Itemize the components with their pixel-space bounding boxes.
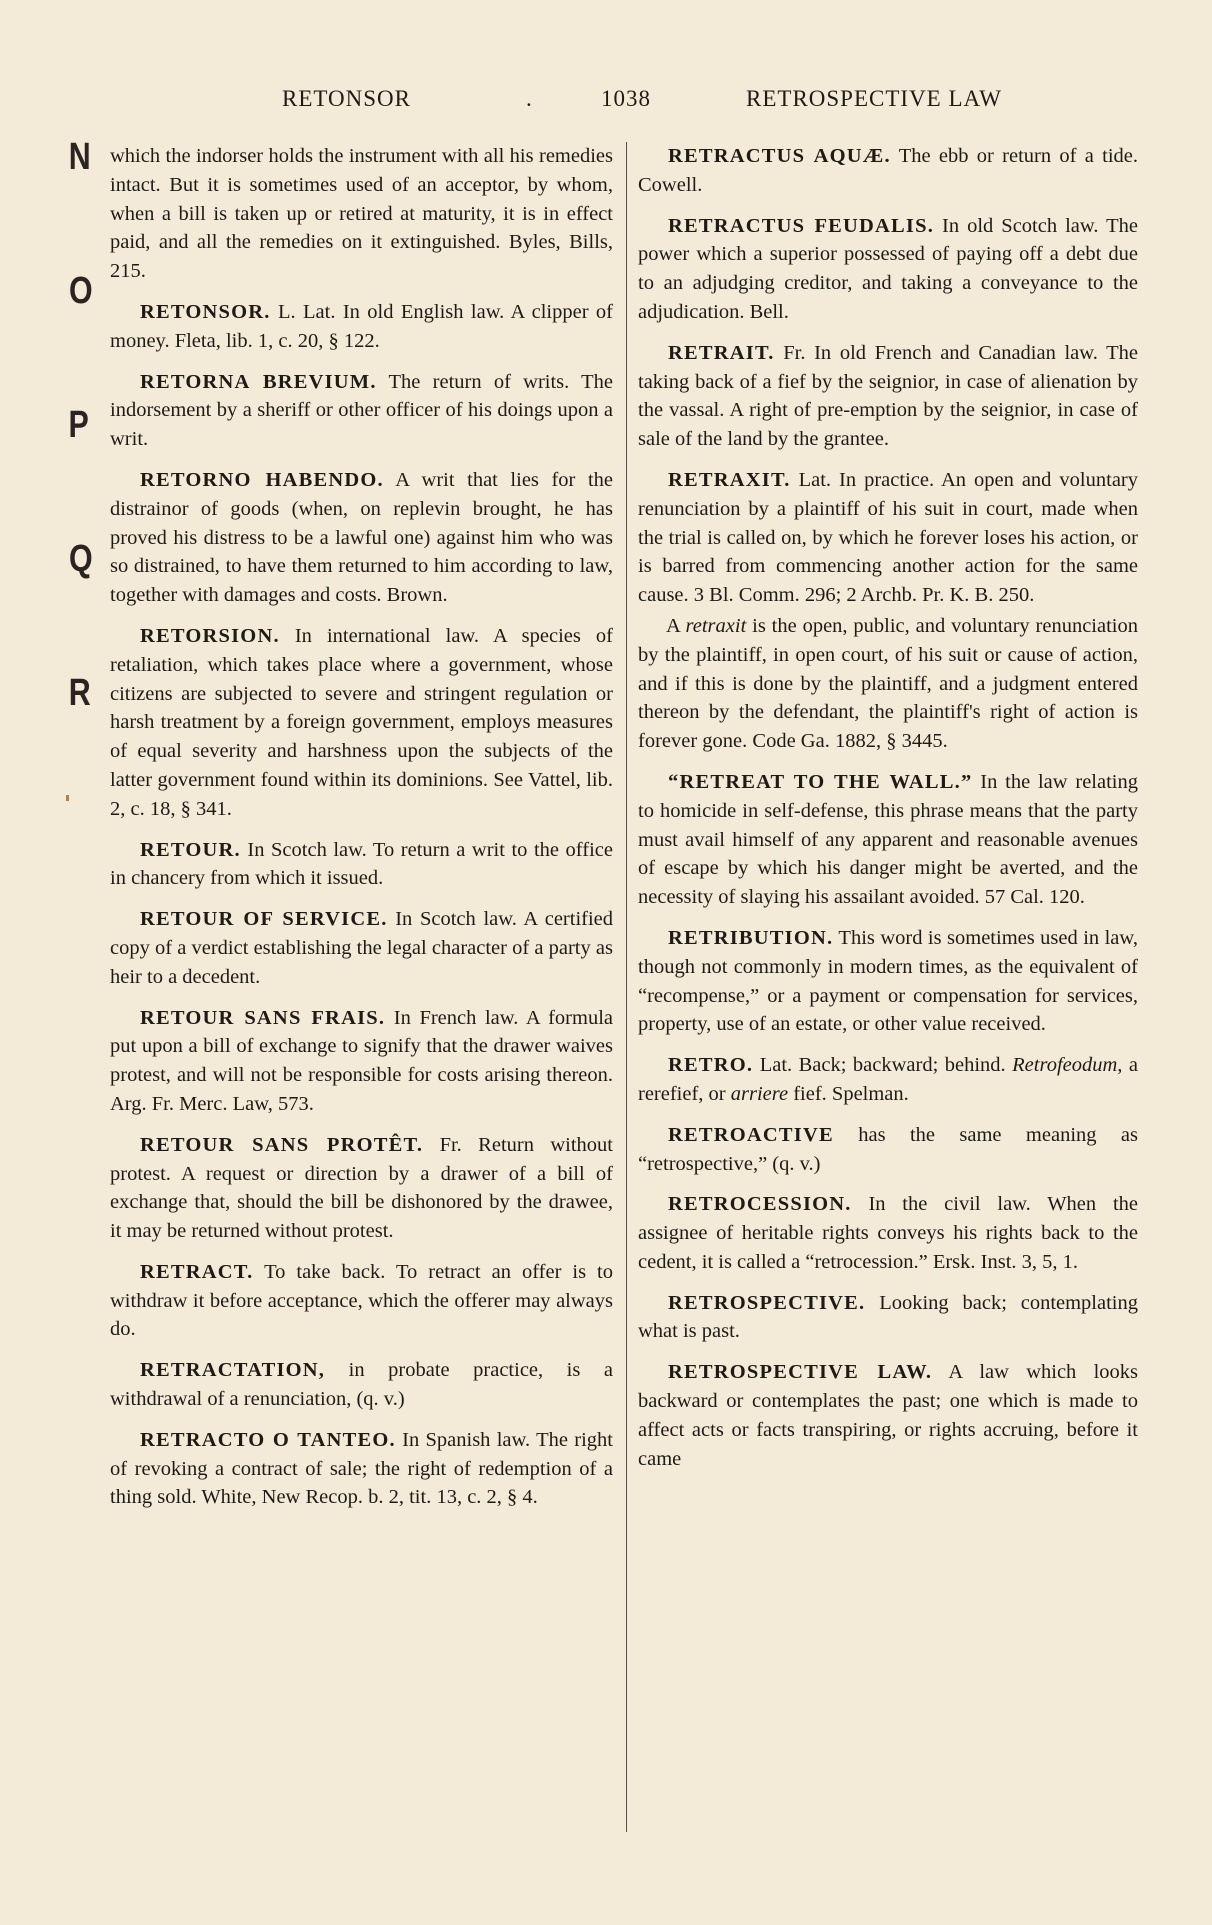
entry-body-prefix: A	[666, 614, 686, 637]
entry-body: In the civil law. When the assignee of heritable rights conveys his rights back to the cedent, it is called a “retrocession.” Ersk. Inst. 3, 5, 1.	[638, 1193, 1138, 1273]
entry-body-tail: fief. Spelman.	[788, 1082, 909, 1105]
entry-headword: “RETREAT TO THE WALL.”	[668, 770, 973, 793]
header-separator: .	[526, 86, 533, 111]
entry-body: Looking back; contemplating what is past.	[638, 1291, 1138, 1343]
entry-body: In Scotch law. To return a writ to the office in chancery from which it issued.	[110, 838, 613, 890]
entry-retribution	[638, 924, 1138, 1039]
entry-body: Lat. In practice. An open and voluntary renunciation by a plaintiff of his suit in court, made when the trial is called on, by which he forever loses his action, or is barred from commencing another action for the same cause. 3 Bl. Comm. 296; 2 Archb. Pr. K. B. 250.	[638, 468, 1138, 607]
entry-body: In the law relating to homicide in self-defense, this phrase means that the party must avail himself of any apparent and reasonable avenues of escape by which his danger might be averted, and the necessity of slaying his assailant avoided. 57 Cal. 120.	[638, 770, 1138, 909]
continued-entry	[110, 142, 613, 286]
entry-headword: RETRO.	[668, 1054, 754, 1077]
entry-headword: RETRAXIT.	[668, 468, 791, 491]
paper-speck	[66, 795, 69, 801]
entry-retour-sans-frais	[110, 1004, 613, 1119]
entry-retractus-aquae	[638, 142, 1138, 200]
entry-body: This word is sometimes used in law, though not commonly in modern times, as the equivalent of “recompense,” or a payment or compensation for services, property, use of an estate, or other value received.	[638, 926, 1138, 1036]
entry-retrospective	[638, 1289, 1138, 1347]
column-divider	[626, 142, 627, 1832]
thumb-index-n: N	[68, 136, 91, 178]
entry-headword: RETORNO HABENDO.	[140, 468, 384, 491]
entry-headword: RETOUR OF SERVICE.	[140, 908, 388, 931]
entry-retract	[110, 1258, 613, 1344]
entry-headword: RETROACTIVE	[668, 1123, 834, 1146]
entry-retour-of-service	[110, 905, 613, 991]
page-number: 1038	[601, 86, 651, 111]
entry-body: The return of writs. The indorsement by a sheriff or other officer of his doings upon a writ.	[110, 370, 614, 451]
entry-body: Fr. Return without protest. A request or direction by a drawer of a bill of exchange that, should the bill be dishonored by the drawee, it may be returned without protest.	[110, 1133, 613, 1243]
right-guide-word: RETROSPECTIVE LAW	[746, 86, 1003, 111]
entry-retractation	[110, 1356, 613, 1414]
entry-body: A writ that lies for the distrainor of goods (when, on replevin brought, he has proved his distress to be a lawful one) against him who was so distrained, to have them returned to him according to law, together with damages and costs. Brown.	[110, 468, 613, 607]
entry-retorno-habendo	[110, 466, 613, 610]
entry-body: L. Lat. In old English law. A clipper of money. Fleta, lib. 1, c. 20, § 122.	[110, 300, 613, 352]
entry-body: To take back. To retract an offer is to withdraw it before acceptance, which the offerer may always do.	[110, 1260, 613, 1341]
entry-headword: RETRACTATION,	[140, 1359, 326, 1382]
entry-headword: RETRACTUS FEUDALIS.	[668, 214, 935, 237]
entry-retraxit	[638, 466, 1138, 610]
entry-body: The ebb or return of a tide. Cowell.	[638, 145, 1138, 196]
entry-headword: RETRAIT.	[668, 341, 775, 364]
entry-headword: RETONSOR.	[140, 300, 271, 323]
entry-headword: RETROSPECTIVE.	[668, 1291, 866, 1314]
entry-retour	[110, 836, 613, 894]
entry-retorna-brevium	[110, 368, 613, 454]
thumb-index-o: O	[68, 270, 93, 312]
entry-body-tail: a rerefief, or	[638, 1054, 1138, 1105]
right-column	[638, 142, 1138, 1485]
entry-headword: RETRACTUS AQUÆ.	[668, 145, 891, 167]
entry-retreat-to-the-wall	[638, 768, 1138, 912]
entry-retroactive	[638, 1121, 1138, 1179]
entry-headword: RETOUR.	[140, 838, 241, 861]
thumb-index-p: P	[68, 404, 89, 446]
entry-body: has the same meaning as “retrospective,” (q. v.)	[638, 1123, 1138, 1175]
entry-retour-sans-protet	[110, 1131, 613, 1246]
running-header	[0, 86, 1212, 116]
left-column	[110, 142, 613, 1524]
entry-retractus-feudalis	[638, 212, 1138, 327]
entry-body: A law which looks backward or contemplates the past; one which is made to affect acts or facts transpiring, or rights accruing, before it came	[638, 1361, 1138, 1470]
entry-headword: RETRACT.	[140, 1260, 254, 1283]
entry-retrait	[638, 339, 1138, 454]
entry-emphasis: retraxit	[685, 614, 747, 637]
entry-emphasis: arriere	[730, 1082, 789, 1105]
left-guide-word: RETONSOR	[282, 86, 411, 111]
entry-emphasis: Retrofeodum,	[1012, 1054, 1123, 1077]
entry-headword: RETOUR SANS PROTÊT.	[140, 1133, 424, 1156]
entry-body: In French law. A formula put upon a bill of exchange to signify that the drawer waives protest, and will not be responsible for costs arising thereon. Arg. Fr. Merc. Law, 573.	[110, 1006, 613, 1115]
entry-headword: RETORSION.	[140, 624, 280, 647]
entry-body: is the open, public, and voluntary renunciation by the plaintiff, in open court, of his suit or cause of action, and if this is done by the plaintiff, and a judgment entered thereon by the defendant, the plaintiff's right of action is forever gone. Code Ga. 1882, § 3445.	[638, 614, 1138, 753]
thumb-index-r: R	[68, 672, 91, 714]
entry-retracto-o-tanteo	[110, 1426, 613, 1512]
entry-retrospective-law	[638, 1358, 1138, 1473]
entry-retonsor	[110, 298, 613, 356]
entry-body: which the indorser holds the instrument with all his remedies intact. But it is sometimes used of an acceptor, by whom, when a bill is taken up or retired at maturity, it is in effect paid, and all the remedies on it extinguished. Byles, Bills, 215.	[110, 145, 613, 283]
entry-headword: RETOUR SANS FRAIS.	[140, 1006, 386, 1029]
entry-retro	[638, 1051, 1138, 1109]
entry-body: In old Scotch law. The power which a superior possessed of paying off a debt due to an adjudging creditor, and taking a conveyance to the adjudication. Bell.	[638, 214, 1138, 323]
entry-body: In Scotch law. A certified copy of a verdict establishing the legal character of a party as heir to a decedent.	[110, 908, 614, 988]
entry-headword: RETROSPECTIVE LAW.	[668, 1361, 933, 1384]
entry-body: In international law. A species of retaliation, which takes place where a government, whose citizens are subjected to severe and stringent regulation or harsh treatment by a foreign government, employs measures of equal severity and harshness upon the subjects of the latter government found within its dominions. See Vattel, lib. 2, c. 18, § 341.	[110, 624, 613, 820]
entry-retrocession	[638, 1190, 1138, 1276]
entry-retorsion	[110, 622, 613, 824]
entry-headword: RETRIBUTION.	[668, 926, 834, 949]
entry-body: Lat. Back; backward; behind.	[753, 1054, 1013, 1077]
entry-headword: RETROCESSION.	[668, 1193, 852, 1216]
thumb-index-q: Q	[68, 538, 93, 580]
entry-body: In Spanish law. The right of revoking a contract of sale; the right of redemption of a thing sold. White, New Recop. b. 2, tit. 13, c. 2, § 4.	[110, 1428, 613, 1509]
entry-body: in probate practice, is a withdrawal of a renunciation, (q. v.)	[110, 1359, 613, 1411]
entry-body: Fr. In old French and Canadian law. The taking back of a fief by the seignior, in case of alienation by the vassal. A right of pre-emption by the seignior, in case of sale of the land by the grantee.	[638, 341, 1138, 451]
entry-headword: RETORNA BREVIUM.	[140, 370, 377, 393]
entry-retraxit-note	[638, 612, 1138, 756]
entry-headword: RETRACTO O TANTEO.	[140, 1428, 396, 1451]
